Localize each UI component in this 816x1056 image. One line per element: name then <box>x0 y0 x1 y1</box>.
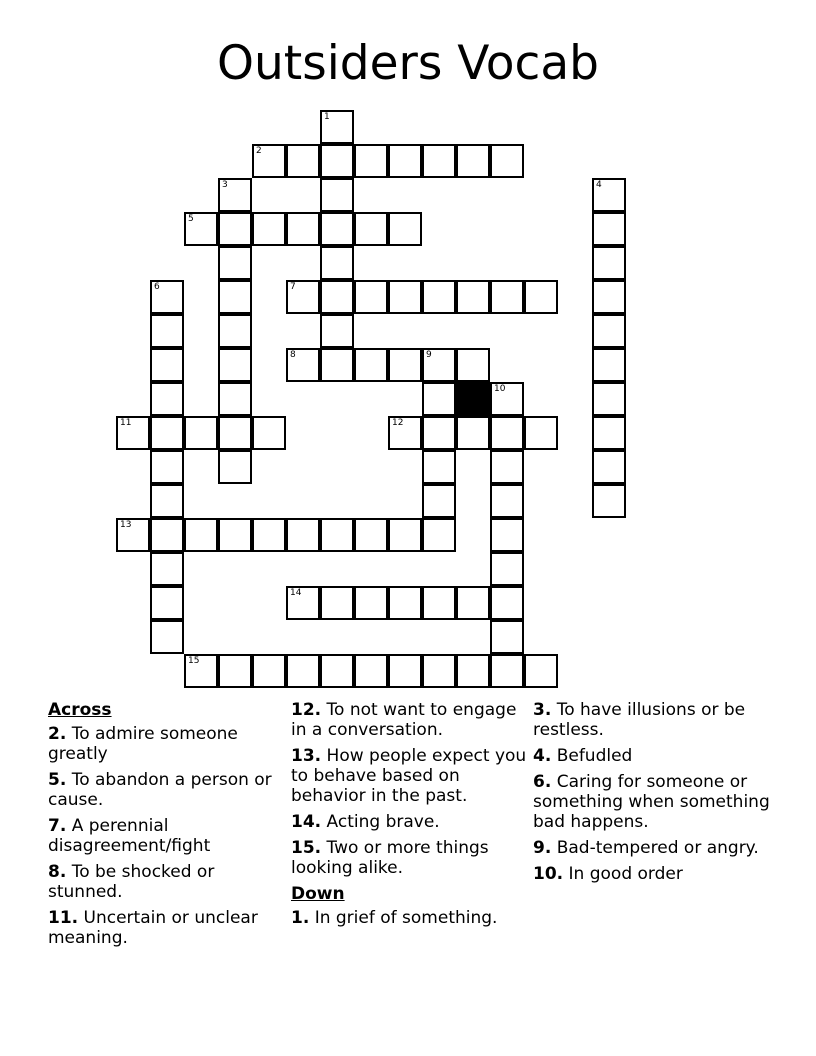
grid-cell[interactable] <box>218 314 252 348</box>
grid-cell[interactable] <box>490 484 524 518</box>
grid-cell[interactable] <box>150 586 184 620</box>
grid-cell[interactable] <box>388 280 422 314</box>
grid-cell[interactable] <box>218 450 252 484</box>
grid-cell[interactable] <box>286 212 320 246</box>
grid-cell[interactable] <box>320 518 354 552</box>
grid-cell[interactable] <box>456 654 490 688</box>
cell-number: 14 <box>290 588 302 598</box>
clues-column-2 <box>291 700 531 934</box>
grid-cell[interactable] <box>456 586 490 620</box>
grid-cell[interactable] <box>592 450 626 484</box>
grid-cell[interactable] <box>524 280 558 314</box>
cell-number: 2 <box>256 146 262 156</box>
grid-cell[interactable] <box>150 348 184 382</box>
grid-black-cell <box>456 382 490 416</box>
grid-cell[interactable] <box>320 246 354 280</box>
grid-cell[interactable] <box>388 212 422 246</box>
grid-cell[interactable] <box>252 416 286 450</box>
cell-number: 1 <box>324 112 330 122</box>
across-clue-2: 2. To admire someone greatly <box>48 724 238 764</box>
grid-cell[interactable] <box>218 212 252 246</box>
grid-cell[interactable] <box>592 348 626 382</box>
down-clue-4: 4. Befudled <box>533 746 633 766</box>
across-clue-12: 12. To not want to engage in a conversation. <box>291 700 517 740</box>
grid-cell[interactable] <box>184 212 218 246</box>
grid-cell[interactable] <box>184 416 218 450</box>
grid-cell[interactable] <box>422 518 456 552</box>
cell-number: 8 <box>290 350 296 360</box>
grid-cell[interactable] <box>490 654 524 688</box>
across-clue-8: 8. To be shocked or stunned. <box>48 862 215 902</box>
grid-cell[interactable] <box>320 280 354 314</box>
grid-cell[interactable] <box>286 654 320 688</box>
cell-number: 13 <box>120 520 132 530</box>
grid-cell[interactable] <box>524 654 558 688</box>
grid-cell[interactable] <box>354 348 388 382</box>
grid-cell[interactable] <box>150 382 184 416</box>
grid-cell[interactable] <box>388 416 422 450</box>
grid-cell[interactable] <box>388 518 422 552</box>
grid-cell[interactable] <box>150 416 184 450</box>
down-heading: Down <box>291 884 345 904</box>
grid-cell[interactable] <box>320 144 354 178</box>
cell-number: 4 <box>596 180 602 190</box>
grid-cell[interactable] <box>218 280 252 314</box>
grid-cell[interactable] <box>354 144 388 178</box>
grid-cell[interactable] <box>150 450 184 484</box>
down-clue-6: 6. Caring for someone or something when something bad happens. <box>533 772 770 832</box>
grid-cell[interactable] <box>252 518 286 552</box>
grid-cell[interactable] <box>490 518 524 552</box>
cell-number: 11 <box>120 418 132 428</box>
grid-cell[interactable] <box>524 416 558 450</box>
grid-cell[interactable] <box>218 416 252 450</box>
grid-cell[interactable] <box>218 654 252 688</box>
grid-cell[interactable] <box>150 484 184 518</box>
across-clue-11: 11. Uncertain or unclear meaning. <box>48 908 258 948</box>
grid-cell[interactable] <box>422 586 456 620</box>
cell-number: 6 <box>154 282 160 292</box>
across-clue-14: 14. Acting brave. <box>291 812 440 832</box>
grid-cell[interactable] <box>150 620 184 654</box>
grid-cell[interactable] <box>490 416 524 450</box>
grid-cell[interactable] <box>252 212 286 246</box>
grid-cell[interactable] <box>320 178 354 212</box>
grid-cell[interactable] <box>354 212 388 246</box>
cell-number: 10 <box>494 384 506 394</box>
grid-cell[interactable] <box>286 586 320 620</box>
grid-cell[interactable] <box>592 314 626 348</box>
grid-cell[interactable] <box>320 212 354 246</box>
grid-cell[interactable] <box>490 144 524 178</box>
cell-number: 5 <box>188 214 194 224</box>
grid-cell[interactable] <box>286 280 320 314</box>
across-heading: Across <box>48 700 112 720</box>
grid-cell[interactable] <box>252 144 286 178</box>
grid-cell[interactable] <box>490 620 524 654</box>
grid-cell[interactable] <box>354 654 388 688</box>
grid-cell[interactable] <box>388 348 422 382</box>
grid-cell[interactable] <box>592 416 626 450</box>
grid-cell[interactable] <box>422 382 456 416</box>
grid-cell[interactable] <box>150 552 184 586</box>
grid-cell[interactable] <box>286 144 320 178</box>
grid-cell[interactable] <box>388 144 422 178</box>
grid-cell[interactable] <box>218 518 252 552</box>
grid-cell[interactable] <box>592 382 626 416</box>
down-clue-3: 3. To have illusions or be restless. <box>533 700 746 740</box>
grid-cell[interactable] <box>490 280 524 314</box>
grid-cell[interactable] <box>252 654 286 688</box>
grid-cell[interactable] <box>388 586 422 620</box>
grid-cell[interactable] <box>456 144 490 178</box>
grid-cell[interactable] <box>422 280 456 314</box>
grid-cell[interactable] <box>320 110 354 144</box>
cell-number: 15 <box>188 656 200 666</box>
grid-cell[interactable] <box>320 654 354 688</box>
cell-number: 3 <box>222 180 228 190</box>
grid-cell[interactable] <box>592 212 626 246</box>
cell-number: 9 <box>426 350 432 360</box>
grid-cell[interactable] <box>592 484 626 518</box>
grid-cell[interactable] <box>490 450 524 484</box>
grid-cell[interactable] <box>388 654 422 688</box>
grid-cell[interactable] <box>150 314 184 348</box>
grid-cell[interactable] <box>218 348 252 382</box>
grid-cell[interactable] <box>456 280 490 314</box>
clues-column-1 <box>48 700 288 954</box>
grid-cell[interactable] <box>218 178 252 212</box>
grid-cell[interactable] <box>422 144 456 178</box>
across-clue-15: 15. Two or more things looking alike. <box>291 838 489 878</box>
grid-cell[interactable] <box>490 586 524 620</box>
grid-cell[interactable] <box>320 586 354 620</box>
across-clue-5: 5. To abandon a person or cause. <box>48 770 272 810</box>
grid-cell[interactable] <box>422 654 456 688</box>
grid-cell[interactable] <box>490 382 524 416</box>
cell-number: 12 <box>392 418 404 428</box>
across-clue-13: 13. How people expect you to behave based on behavior in the past. <box>291 746 527 806</box>
grid-cell[interactable] <box>150 518 184 552</box>
clues-column-3 <box>533 700 773 890</box>
grid-cell[interactable] <box>422 484 456 518</box>
down-clue-9: 9. Bad-tempered or angry. <box>533 838 759 858</box>
grid-cell[interactable] <box>150 280 184 314</box>
grid-cell[interactable] <box>592 178 626 212</box>
grid-cell[interactable] <box>116 518 150 552</box>
cell-number: 7 <box>290 282 296 292</box>
grid-cell[interactable] <box>592 280 626 314</box>
grid-cell[interactable] <box>422 348 456 382</box>
down-clue-10: 10. In good order <box>533 864 683 884</box>
down-clue-1: 1. In grief of something. <box>291 908 498 928</box>
grid-cell[interactable] <box>184 518 218 552</box>
grid-cell[interactable] <box>320 348 354 382</box>
grid-cell[interactable] <box>354 586 388 620</box>
grid-cell[interactable] <box>354 280 388 314</box>
grid-cell[interactable] <box>422 450 456 484</box>
page-title: Outsiders Vocab <box>217 36 599 91</box>
grid-cell[interactable] <box>286 518 320 552</box>
grid-cell[interactable] <box>354 518 388 552</box>
across-clue-7: 7. A perennial disagreement/fight <box>48 816 211 856</box>
grid-cell[interactable] <box>320 314 354 348</box>
grid-cell[interactable] <box>218 382 252 416</box>
grid-cell[interactable] <box>116 416 150 450</box>
grid-cell[interactable] <box>218 246 252 280</box>
grid-cell[interactable] <box>456 416 490 450</box>
grid-cell[interactable] <box>286 348 320 382</box>
grid-cell[interactable] <box>184 654 218 688</box>
grid-cell[interactable] <box>592 246 626 280</box>
grid-cell[interactable] <box>490 552 524 586</box>
grid-cell[interactable] <box>422 416 456 450</box>
grid-cell[interactable] <box>456 348 490 382</box>
